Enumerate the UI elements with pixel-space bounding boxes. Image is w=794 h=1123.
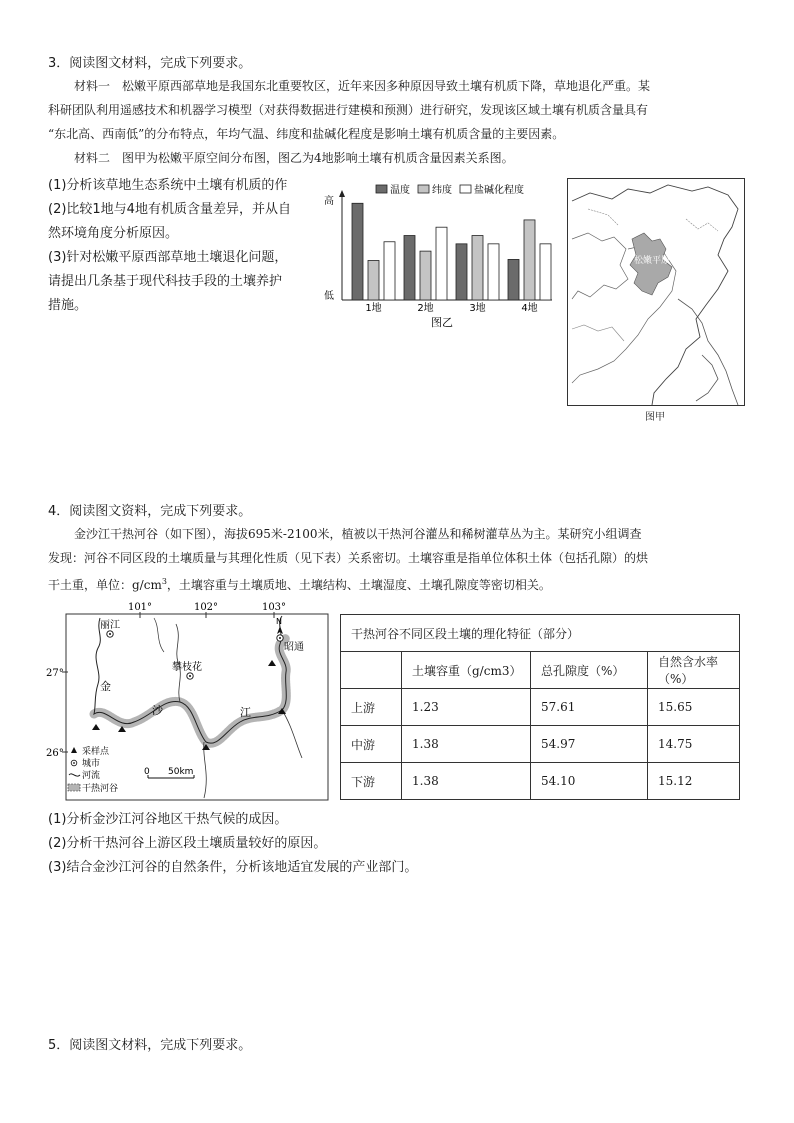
q3-m2-line: 材料二 图甲为松嫩平原空间分布图，图乙为4地影响土壤有机质含量因素关系图。 xyxy=(74,151,514,165)
bar-纬度-4地 xyxy=(524,220,535,300)
legend-label-温度: 温度 xyxy=(390,185,410,196)
table-row xyxy=(341,763,740,800)
lat-26-label: 26° xyxy=(46,748,64,759)
table-header-row xyxy=(341,652,740,689)
bar-温度-4地 xyxy=(508,259,519,300)
city-panzhihua-label: 攀枝花 xyxy=(172,662,202,673)
legend-label-纬度: 纬度 xyxy=(432,185,452,196)
x-tick-label: 3地 xyxy=(469,303,486,314)
bar-盐碱化程度-4地 xyxy=(540,244,551,300)
bar-chart-svg xyxy=(320,180,560,330)
q4-sub3: (3)结合金沙江河谷的自然条件，分析该地适宜发展的产业部门。 xyxy=(48,860,418,875)
legend-river-icon xyxy=(69,774,80,776)
table-cell: 中游 xyxy=(341,726,402,763)
q4-paragraph xyxy=(48,522,748,597)
river-char-sha: 沙 xyxy=(152,704,163,717)
lat-27-label: 27° xyxy=(46,668,64,679)
bar-纬度-2地 xyxy=(420,251,431,300)
scale-zero-label: 0 xyxy=(144,767,150,777)
q4-heading: 4．阅读图文资料，完成下列要求。 xyxy=(48,504,252,519)
q3-m1-line3: “东北高、西南低”的分布特点，年均气温、纬度和盐碱化程度是影响土壤有机质含量的主要因素。 xyxy=(48,127,565,141)
table-cell: 15.12 xyxy=(648,763,740,800)
table-cell: 下游 xyxy=(341,763,402,800)
chart-x-ticks xyxy=(365,301,537,314)
y-axis-arrow-icon xyxy=(339,190,345,197)
y-low-label: 低 xyxy=(324,291,334,302)
q3-sub1: (1)分析该草地生态系统中土壤有机质的作 xyxy=(48,178,288,193)
q4-p-line3 xyxy=(48,570,748,597)
legend-sample-icon xyxy=(71,747,77,753)
q3-sub3b: 请提出几条基于现代科技手段的土壤养护 xyxy=(48,274,283,289)
q4-p-line1: 金沙江干热河谷（如下图），海拔695米-2100米，植被以干热河谷灌丛和稀树灌草丛为主。某研究小组调查 xyxy=(74,527,642,541)
table-cell: 54.10 xyxy=(531,763,648,800)
table-cell: 15.65 xyxy=(648,689,740,726)
city-zhaotong-label: 昭通 xyxy=(284,642,304,653)
q4-subquestions xyxy=(48,808,748,880)
scale-50km-label: 50km xyxy=(168,767,194,777)
x-tick-label: 4地 xyxy=(521,303,538,314)
lon-103-label: 103° xyxy=(261,602,287,613)
jinsha-map-svg xyxy=(44,598,334,804)
x-tick-label: 1地 xyxy=(365,303,382,314)
q4-sub1: (1)分析金沙江河谷地区干热气候的成因。 xyxy=(48,812,288,827)
legend-swatch-纬度 xyxy=(418,185,429,193)
sample-point-icon xyxy=(268,660,276,666)
table-header-cell: 土壤容重（g/cm3） xyxy=(402,652,531,689)
table-cell: 14.75 xyxy=(648,726,740,763)
table-cell: 上游 xyxy=(341,689,402,726)
river-char-jiang: 江 xyxy=(240,706,251,719)
q4-sub2: (2)分析干热河谷上游区段土壤质量较好的原因。 xyxy=(48,836,327,851)
q4-p-line3-a: 干土重，单位：g/cm xyxy=(48,578,162,592)
q3-map-caption: 图甲 xyxy=(645,412,665,423)
chart-legend xyxy=(376,183,524,196)
river-char-jin: 金 xyxy=(100,680,111,693)
table-cell: 57.61 xyxy=(531,689,648,726)
table-cell: 1.38 xyxy=(402,763,531,800)
q4-p-line3-b: ，土壤容重与土壤质地、土壤结构、土壤湿度、土壤孔隙度等密切相关。 xyxy=(166,578,551,592)
table-cell: 1.38 xyxy=(402,726,531,763)
bar-温度-2地 xyxy=(404,236,415,300)
legend-valley-label: 干热河谷 xyxy=(82,784,119,794)
legend-label-盐碱化程度: 盐碱化程度 xyxy=(474,185,524,196)
bar-纬度-1地 xyxy=(368,260,379,300)
legend-river-label: 河流 xyxy=(82,771,101,781)
bar-温度-1地 xyxy=(352,203,363,300)
q3-map-figure xyxy=(567,178,745,406)
bar-盐碱化程度-2地 xyxy=(436,227,447,300)
bar-盐碱化程度-3地 xyxy=(488,244,499,300)
bar-盐碱化程度-1地 xyxy=(384,242,395,300)
q3-sub2b: 然环境角度分析原因。 xyxy=(48,226,179,241)
table-header-cell: 总孔隙度（%） xyxy=(531,652,648,689)
q4-p-line2: 发现：河谷不同区段的土壤质量与其理化性质（见下表）关系密切。土壤容重是指单位体积土体（包括孔隙）的烘 xyxy=(48,551,649,565)
table-cell: 54.97 xyxy=(531,726,648,763)
x-tick-label: 2地 xyxy=(417,303,434,314)
city-lijiang-label: 丽江 xyxy=(100,620,120,631)
bar-温度-3地 xyxy=(456,244,467,300)
table-caption: 干热河谷不同区段土壤的理化特征（部分） xyxy=(341,615,740,652)
lon-102-label: 102° xyxy=(193,602,219,613)
bar-纬度-3地 xyxy=(472,236,483,300)
table-cell: 1.23 xyxy=(402,689,531,726)
q3-m1-line2: 科研团队利用遥感技术和机器学习模型（对获得数据进行建模和预测）进行研究，发现该区域土壤有机质含量具有 xyxy=(48,103,649,117)
north-arrow-icon xyxy=(277,626,283,634)
north-label: N xyxy=(276,617,282,626)
chart-title: 图乙 xyxy=(431,316,453,329)
table-header-cell xyxy=(341,652,402,689)
chart-bars xyxy=(352,203,551,300)
lon-101-label: 101° xyxy=(127,602,153,613)
y-high-label: 高 xyxy=(324,196,334,207)
q3-heading: 3．阅读图文材料，完成下列要求。 xyxy=(48,56,252,71)
q5-heading: 5．阅读图文材料，完成下列要求。 xyxy=(48,1038,252,1053)
table-row xyxy=(341,689,740,726)
legend-valley-icon xyxy=(68,784,80,791)
q3-sub3a: (3)针对松嫩平原西部草地土壤退化问题， xyxy=(48,250,288,265)
q3-m1-line1: 材料一 松嫩平原西部草地是我国东北重要牧区，近年来因多种原因导致土壤有机质下降，草地退化严重。某 xyxy=(74,79,651,93)
table-caption-row xyxy=(341,615,740,652)
q4-p-line3-sup: 3 xyxy=(161,577,167,586)
q3-material-1 xyxy=(48,74,748,170)
q3-subquestions xyxy=(48,174,320,318)
soil-table xyxy=(340,614,740,800)
legend-city-label: 城市 xyxy=(82,759,101,769)
legend-swatch-盐碱化程度 xyxy=(460,185,471,193)
q4-jinsha-map xyxy=(44,598,334,804)
q4-soil-table-wrap xyxy=(340,614,740,800)
legend-sample-label: 采样点 xyxy=(82,747,110,757)
table-header-cell: 自然含水率（%） xyxy=(648,652,740,689)
legend-swatch-温度 xyxy=(376,185,387,193)
q3-sub2a: (2)比较1地与4地有机质含量差异，并从自 xyxy=(48,202,291,217)
q3-bar-chart xyxy=(320,180,560,330)
songnen-plain-label: 松嫩平原 xyxy=(633,256,671,266)
sample-point-icon xyxy=(92,724,100,730)
songnen-map-svg xyxy=(568,179,744,405)
table-row xyxy=(341,726,740,763)
q3-sub3c: 措施。 xyxy=(48,298,88,313)
